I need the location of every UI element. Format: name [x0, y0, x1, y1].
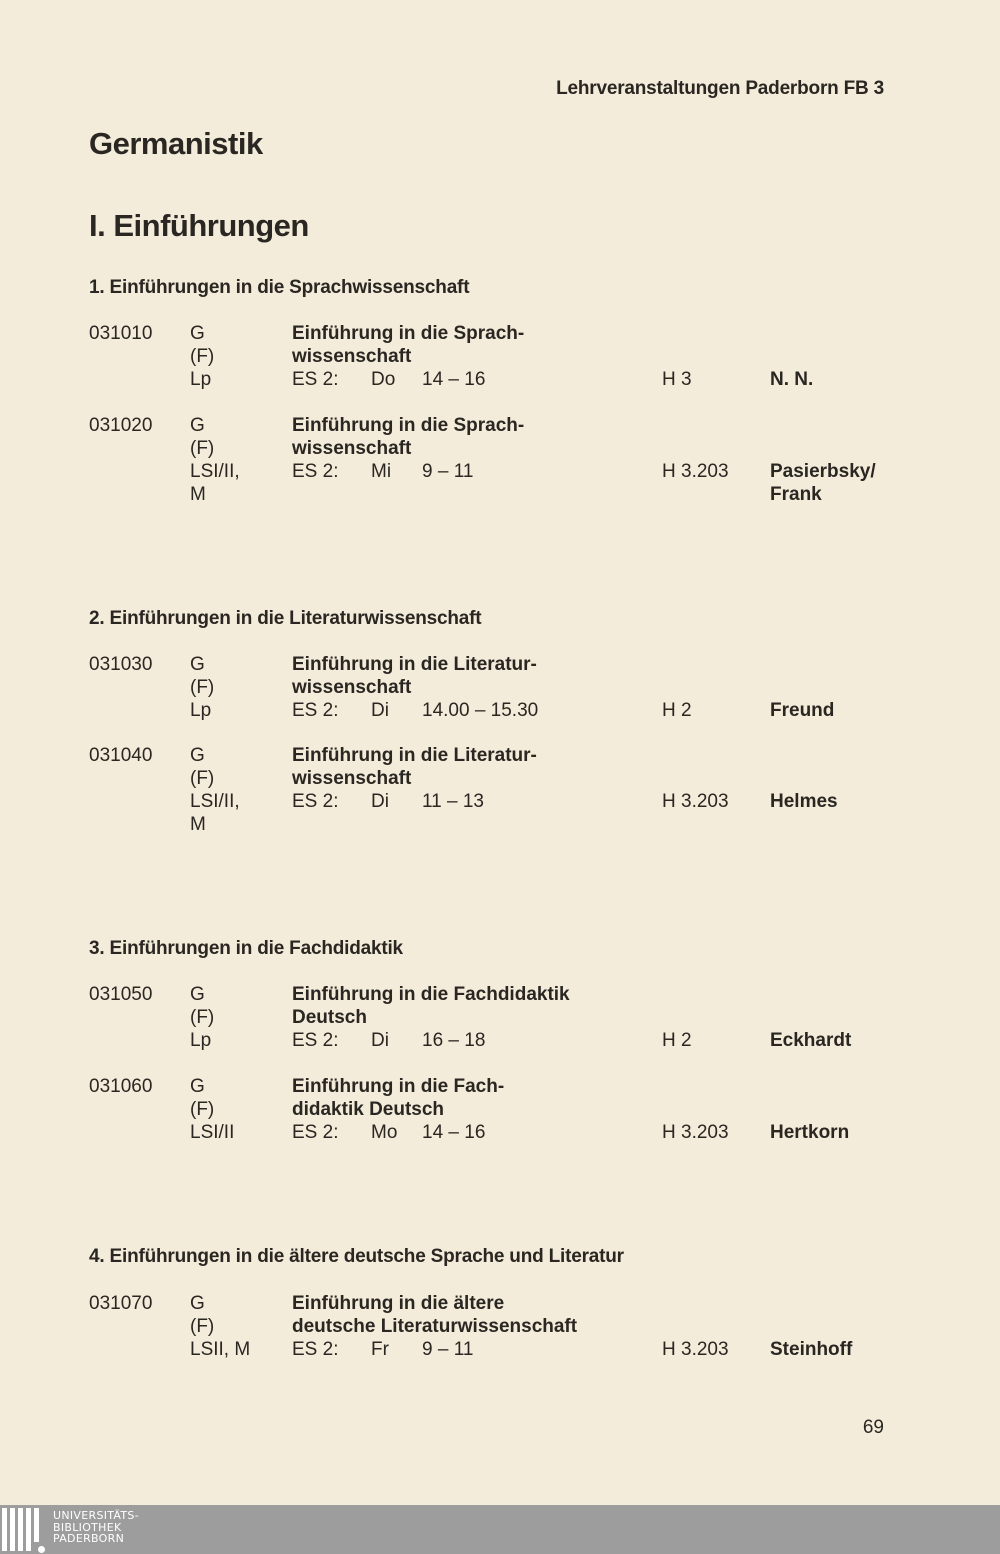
course-type: M — [190, 814, 206, 835]
page-number: 69 — [862, 1417, 884, 1438]
course-hours: ES 2: — [292, 700, 339, 721]
subsection-heading: 1. Einführungen in die Sprachwissenschaft — [89, 277, 470, 298]
course-lecturer: Hertkorn — [770, 1122, 850, 1143]
course-day: Di — [371, 791, 389, 812]
course-room: H 2 — [662, 700, 692, 721]
course-room: H 3.203 — [662, 1122, 729, 1143]
course-lecturer: N. N. — [770, 369, 814, 390]
course-type: G — [190, 323, 205, 344]
course-type: (F) — [190, 768, 215, 789]
course-title: Deutsch — [292, 1007, 367, 1028]
subsection-heading: 2. Einführungen in die Literaturwissenschaft — [89, 608, 482, 629]
course-type: (F) — [190, 438, 215, 459]
course-type: G — [190, 415, 205, 436]
course-number: 031040 — [89, 745, 153, 766]
course-time: 16 – 18 — [422, 1030, 486, 1051]
course-time: 9 – 11 — [422, 461, 474, 482]
course-type: G — [190, 1076, 205, 1097]
course-type: G — [190, 1293, 205, 1314]
course-lecturer: Eckhardt — [770, 1030, 852, 1051]
course-type: LSII, M — [190, 1339, 251, 1360]
section-heading: I. Einführungen — [89, 208, 309, 243]
course-hours: ES 2: — [292, 369, 339, 390]
library-logo-icon — [0, 1505, 50, 1554]
course-time: 14 – 16 — [422, 369, 486, 390]
course-day: Di — [371, 700, 389, 721]
course-title: wissenschaft — [292, 438, 412, 459]
course-title: Einführung in die Sprach- — [292, 323, 525, 344]
course-title: Einführung in die Fachdidaktik — [292, 984, 570, 1005]
course-day: Mo — [371, 1122, 398, 1143]
course-type: M — [190, 484, 206, 505]
course-type: G — [190, 654, 205, 675]
course-type: G — [190, 745, 205, 766]
library-logo-text — [53, 1510, 139, 1545]
course-number: 031070 — [89, 1293, 153, 1314]
course-type: (F) — [190, 677, 215, 698]
course-type: Lp — [190, 700, 212, 721]
course-room: H 3.203 — [662, 461, 729, 482]
course-hours: ES 2: — [292, 1122, 339, 1143]
course-day: Fr — [371, 1339, 389, 1360]
course-type: Lp — [190, 369, 212, 390]
course-lecturer: Freund — [770, 700, 835, 721]
course-room: H 2 — [662, 1030, 692, 1051]
course-number: 031010 — [89, 323, 153, 344]
running-head: Lehrveranstaltungen Paderborn FB 3 — [556, 78, 884, 99]
course-title: Einführung in die Literatur- — [292, 654, 537, 675]
course-room: H 3.203 — [662, 1339, 729, 1360]
course-number: 031030 — [89, 654, 153, 675]
course-number: 031020 — [89, 415, 153, 436]
course-lecturer: Pasierbsky/ — [770, 461, 876, 482]
page-title: Germanistik — [89, 126, 263, 161]
course-type: LSI/II — [190, 1122, 235, 1143]
course-type: (F) — [190, 1007, 215, 1028]
course-hours: ES 2: — [292, 1339, 339, 1360]
course-title: wissenschaft — [292, 346, 412, 367]
course-title: wissenschaft — [292, 768, 412, 789]
course-type: G — [190, 984, 205, 1005]
course-day: Di — [371, 1030, 389, 1051]
course-time: 11 – 13 — [422, 791, 484, 812]
course-day: Mi — [371, 461, 392, 482]
course-type: LSI/II, — [190, 461, 240, 482]
course-type: (F) — [190, 1316, 215, 1337]
course-hours: ES 2: — [292, 1030, 339, 1051]
course-time: 9 – 11 — [422, 1339, 474, 1360]
course-title: didaktik Deutsch — [292, 1099, 445, 1120]
course-time: 14 – 16 — [422, 1122, 486, 1143]
course-lecturer: Steinhoff — [770, 1339, 853, 1360]
course-room: H 3.203 — [662, 791, 729, 812]
subsection-heading: 4. Einführungen in die ältere deutsche Sprache und Literatur — [89, 1246, 624, 1267]
course-title: Einführung in die Fach- — [292, 1076, 505, 1097]
course-type: Lp — [190, 1030, 212, 1051]
course-lecturer: Helmes — [770, 791, 838, 812]
course-title: Einführung in die Literatur- — [292, 745, 537, 766]
logo-line: PADERBORN — [53, 1532, 125, 1545]
course-room: H 3 — [662, 369, 692, 390]
course-number: 031060 — [89, 1076, 153, 1097]
subsection-heading: 3. Einführungen in die Fachdidaktik — [89, 938, 403, 959]
course-time: 14.00 – 15.30 — [422, 700, 539, 721]
course-hours: ES 2: — [292, 461, 339, 482]
library-footer-bar — [0, 1505, 1000, 1554]
logo-line: BIBLIOTHEK — [53, 1520, 122, 1534]
course-type: (F) — [190, 1099, 215, 1120]
course-type: (F) — [190, 346, 215, 367]
course-lecturer: Frank — [770, 484, 822, 505]
course-title: wissenschaft — [292, 677, 412, 698]
course-number: 031050 — [89, 984, 153, 1005]
course-hours: ES 2: — [292, 791, 339, 812]
course-day: Do — [371, 369, 396, 390]
course-type: LSI/II, — [190, 791, 240, 812]
course-title: deutsche Literaturwissenschaft — [292, 1316, 578, 1337]
course-title: Einführung in die ältere — [292, 1293, 505, 1314]
course-title: Einführung in die Sprach- — [292, 415, 525, 436]
logo-line: UNIVERSITÄTS- — [53, 1509, 139, 1522]
